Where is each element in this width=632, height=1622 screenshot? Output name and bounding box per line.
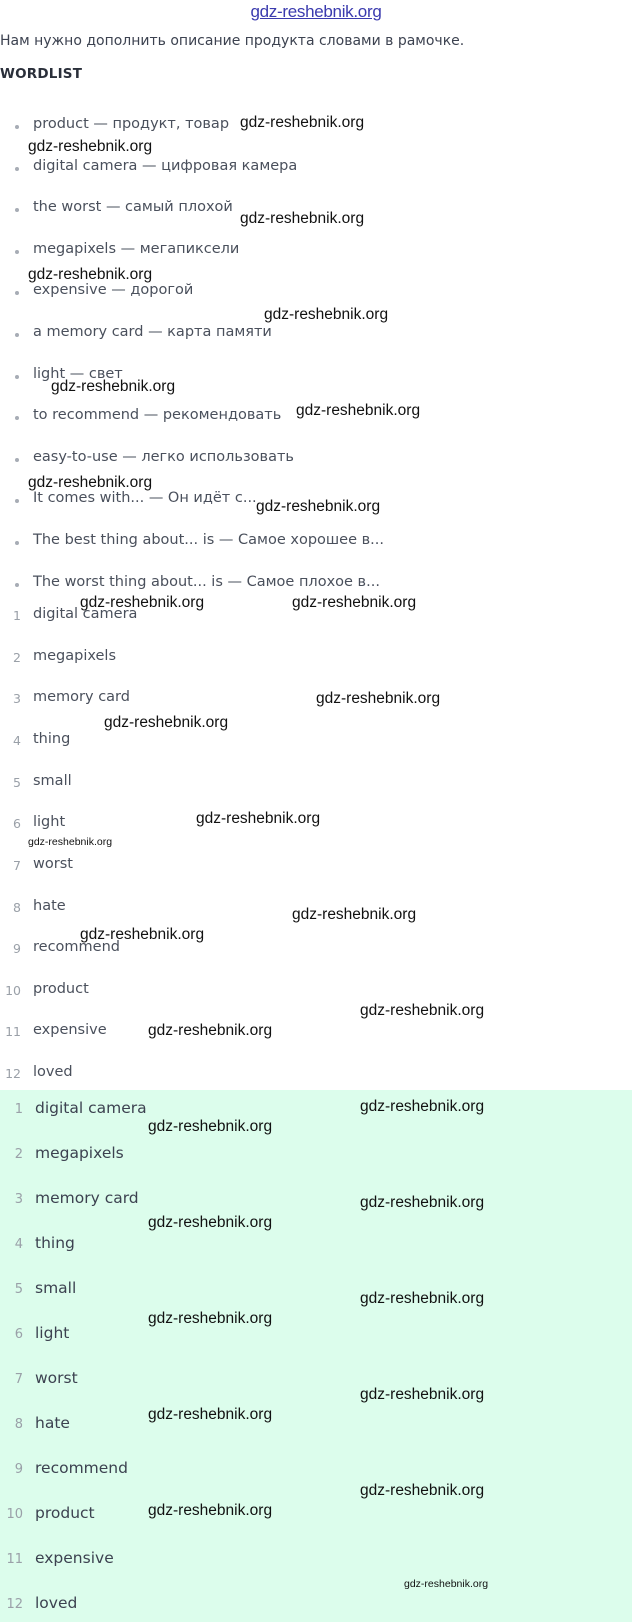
bullet-icon xyxy=(15,291,19,295)
answer-panel xyxy=(0,1090,632,1622)
watermark: gdz-reshebnik.org xyxy=(360,1002,485,1019)
bullet-icon xyxy=(15,125,19,129)
bullet-icon xyxy=(15,541,19,545)
watermark: gdz-reshebnik.org xyxy=(404,1578,489,1590)
site-link[interactable]: gdz-reshebnik.org xyxy=(250,2,382,21)
watermark: gdz-reshebnik.org xyxy=(80,926,205,943)
bullet-icon xyxy=(15,375,19,379)
watermark: gdz-reshebnik.org xyxy=(240,210,365,227)
watermark: gdz-reshebnik.org xyxy=(360,1482,485,1499)
watermark: gdz-reshebnik.org xyxy=(292,906,417,923)
watermark: gdz-reshebnik.org xyxy=(360,1098,485,1115)
watermark: gdz-reshebnik.org xyxy=(148,1118,273,1135)
bullet-icon xyxy=(15,250,19,254)
bullet-icon xyxy=(15,499,19,503)
watermark: gdz-reshebnik.org xyxy=(360,1194,485,1211)
watermark: gdz-reshebnik.org xyxy=(148,1214,273,1231)
watermark: gdz-reshebnik.org xyxy=(80,594,205,611)
watermark: gdz-reshebnik.org xyxy=(148,1022,273,1039)
watermark: gdz-reshebnik.org xyxy=(28,138,153,155)
watermark: gdz-reshebnik.org xyxy=(360,1386,485,1403)
watermark: gdz-reshebnik.org xyxy=(28,836,113,848)
watermark: gdz-reshebnik.org xyxy=(256,498,381,515)
task-instruction: Нам нужно дополнить описание продукта словами в рамочке. xyxy=(0,33,465,49)
watermark: gdz-reshebnik.org xyxy=(264,306,389,323)
watermark: gdz-reshebnik.org xyxy=(51,378,176,395)
watermark: gdz-reshebnik.org xyxy=(148,1502,273,1519)
watermark: gdz-reshebnik.org xyxy=(104,714,229,731)
watermark: gdz-reshebnik.org xyxy=(196,810,321,827)
watermark: gdz-reshebnik.org xyxy=(292,594,417,611)
wordlist-heading: WORDLIST xyxy=(0,66,83,82)
watermark: gdz-reshebnik.org xyxy=(360,1290,485,1307)
watermark: gdz-reshebnik.org xyxy=(148,1406,273,1423)
watermark: gdz-reshebnik.org xyxy=(28,474,153,491)
bullet-icon xyxy=(15,208,19,212)
bullet-icon xyxy=(15,416,19,420)
bullet-icon xyxy=(15,458,19,462)
watermark: gdz-reshebnik.org xyxy=(316,690,441,707)
watermark: gdz-reshebnik.org xyxy=(240,114,365,131)
watermark: gdz-reshebnik.org xyxy=(28,266,153,283)
bullet-icon xyxy=(15,333,19,337)
bullet-icon xyxy=(15,167,19,171)
watermark: gdz-reshebnik.org xyxy=(296,402,421,419)
watermark: gdz-reshebnik.org xyxy=(148,1310,273,1327)
bullet-icon xyxy=(15,583,19,587)
